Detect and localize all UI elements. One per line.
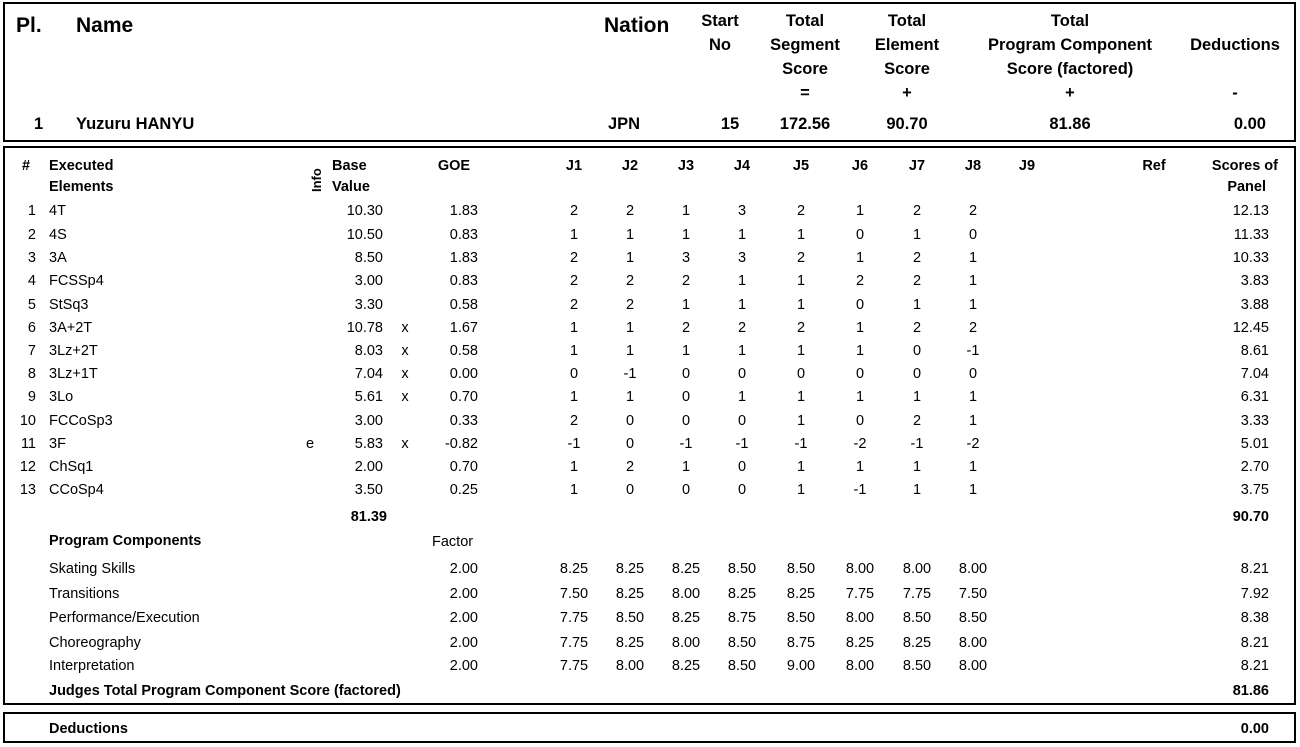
element-base-value: 10.78 (346, 320, 383, 336)
program-components-title: Program Components (49, 533, 202, 549)
component-judge-score-j7: 8.50 (902, 658, 932, 674)
judge-score-j4: 1 (737, 227, 747, 243)
judge-score-j4: 0 (737, 366, 747, 382)
skater-name: Yuzuru HANYU (76, 115, 195, 133)
place-value: 1 (34, 115, 44, 133)
element-panel-score: 3.83 (1240, 273, 1269, 289)
judge-score-j1: 1 (569, 320, 579, 336)
deductions-header: Deductions (1190, 36, 1280, 54)
component-judge-score-j7: 7.75 (902, 586, 932, 602)
element-number: 3 (27, 250, 36, 266)
judge-score-j1: 2 (569, 203, 579, 219)
component-judge-score-j5: 9.00 (786, 658, 816, 674)
judge-score-j8: 1 (968, 250, 978, 266)
judge-header-j7: J7 (908, 158, 926, 174)
element-name: 4S (49, 227, 67, 243)
judge-score-j2: 1 (625, 389, 635, 405)
judge-score-j2: 2 (625, 297, 635, 313)
judge-score-j3: 1 (681, 203, 691, 219)
component-factor: 2.00 (449, 561, 478, 577)
element-name: StSq3 (49, 297, 89, 313)
judge-score-j6: 1 (855, 320, 865, 336)
total-pcs-header: Total (1050, 12, 1090, 30)
element-name: 3A+2T (49, 320, 93, 336)
judge-score-j4: 0 (737, 413, 747, 429)
pcs-total-value: 81.86 (1232, 683, 1269, 699)
judge-score-j4: 3 (737, 250, 747, 266)
element-number: 6 (27, 320, 36, 336)
total-base-value: 81.39 (350, 509, 387, 525)
element-number: 4 (27, 273, 36, 289)
element-panel-score: 6.31 (1240, 389, 1269, 405)
component-score: 8.21 (1240, 658, 1269, 674)
element-name: CCoSp4 (49, 482, 104, 498)
element-number: 12 (19, 459, 36, 475)
judge-score-j5: 0 (796, 366, 806, 382)
total-segment-value: 172.56 (779, 115, 831, 133)
element-goe: 0.70 (449, 459, 478, 475)
component-judge-score-j4: 8.25 (727, 586, 757, 602)
component-name: Skating Skills (49, 561, 136, 577)
judge-score-j3: 3 (681, 250, 691, 266)
judge-score-j4: 1 (737, 297, 747, 313)
element-goe: 0.83 (449, 227, 478, 243)
component-judge-score-j3: 8.25 (671, 658, 701, 674)
judge-score-j6: 0 (855, 413, 865, 429)
judge-score-j6: 0 (855, 297, 865, 313)
judge-score-j1: 1 (569, 227, 579, 243)
component-judge-score-j6: 7.75 (845, 586, 875, 602)
judge-score-j3: -1 (679, 436, 693, 452)
component-judge-score-j5: 8.25 (786, 586, 816, 602)
judge-score-j4: -1 (735, 436, 749, 452)
judge-score-j8: 1 (968, 389, 978, 405)
element-panel-score: 7.04 (1240, 366, 1269, 382)
judge-header-j5: J5 (792, 158, 810, 174)
component-factor: 2.00 (449, 635, 478, 651)
judge-score-j3: 2 (681, 320, 691, 336)
judge-score-j5: 1 (796, 297, 806, 313)
judge-score-j3: 1 (681, 343, 691, 359)
component-judge-score-j1: 7.50 (559, 586, 589, 602)
judge-header-j9: J9 (1018, 158, 1036, 174)
component-judge-score-j5: 8.50 (786, 561, 816, 577)
element-number: 5 (27, 297, 36, 313)
judge-score-j8: -1 (966, 343, 980, 359)
component-judge-score-j7: 8.00 (902, 561, 932, 577)
judge-score-j6: 1 (855, 343, 865, 359)
judge-score-j5: 1 (796, 459, 806, 475)
judge-score-j4: 0 (737, 482, 747, 498)
judge-score-j8: 0 (968, 366, 978, 382)
element-goe: 0.83 (449, 273, 478, 289)
total-panel-score: 90.70 (1232, 509, 1269, 525)
judge-score-j6: 2 (855, 273, 865, 289)
judge-score-j7: 1 (912, 389, 922, 405)
element-bonus-marker: x (401, 320, 409, 336)
element-name: 3F (49, 436, 66, 452)
goe-header: GOE (437, 158, 471, 174)
judge-score-j2: 2 (625, 459, 635, 475)
component-judge-score-j1: 7.75 (559, 610, 589, 626)
total-element-header: Total (887, 12, 927, 30)
component-judge-score-j3: 8.25 (671, 610, 701, 626)
element-goe: 0.70 (449, 389, 478, 405)
judge-score-j4: 2 (737, 320, 747, 336)
element-name: FCCoSp3 (49, 413, 113, 429)
judge-score-j7: 1 (912, 297, 922, 313)
component-judge-score-j7: 8.25 (902, 635, 932, 651)
judge-score-j8: 1 (968, 273, 978, 289)
element-panel-score: 5.01 (1240, 436, 1269, 452)
judge-header-j6: J6 (851, 158, 869, 174)
component-name: Interpretation (49, 658, 135, 674)
judge-score-j2: 1 (625, 250, 635, 266)
element-panel-score: 12.45 (1232, 320, 1269, 336)
judge-score-j3: 1 (681, 459, 691, 475)
element-base-value: 3.50 (354, 482, 383, 498)
element-base-value: 3.00 (354, 273, 383, 289)
judge-score-j4: 1 (737, 389, 747, 405)
judge-score-j2: 1 (625, 343, 635, 359)
component-judge-score-j1: 8.25 (559, 561, 589, 577)
element-base-value: 3.00 (354, 413, 383, 429)
component-judge-score-j3: 8.25 (671, 561, 701, 577)
judge-score-j3: 0 (681, 413, 691, 429)
component-judge-score-j4: 8.50 (727, 635, 757, 651)
judge-score-j6: 0 (855, 227, 865, 243)
element-goe: 0.58 (449, 297, 478, 313)
deductions-label: Deductions (49, 721, 128, 737)
judge-score-j2: 0 (625, 413, 635, 429)
judge-score-j7: 2 (912, 413, 922, 429)
judge-score-j1: 2 (569, 413, 579, 429)
judge-score-j7: 0 (912, 343, 922, 359)
deductions-value: 0.00 (1233, 115, 1266, 133)
pcs-total-label: Judges Total Program Component Score (factored) (49, 683, 401, 699)
judge-score-j1: 2 (569, 273, 579, 289)
judge-score-j6: 1 (855, 389, 865, 405)
component-judge-score-j1: 7.75 (559, 635, 589, 651)
executed-elements-header: Executed (49, 158, 114, 174)
component-judge-score-j7: 8.50 (902, 610, 932, 626)
element-goe: 0.00 (449, 366, 478, 382)
component-judge-score-j5: 8.75 (786, 635, 816, 651)
ref-header: Ref (1142, 158, 1166, 174)
judge-score-j6: 1 (855, 459, 865, 475)
judge-score-j6: 1 (855, 250, 865, 266)
judge-score-j5: 2 (796, 203, 806, 219)
judge-score-j5: 1 (796, 413, 806, 429)
judge-score-j5: 2 (796, 250, 806, 266)
component-judge-score-j4: 8.50 (727, 561, 757, 577)
place-header: Pl. (16, 14, 42, 37)
element-number: 7 (27, 343, 36, 359)
element-panel-score: 3.75 (1240, 482, 1269, 498)
judge-score-j1: 2 (569, 250, 579, 266)
component-factor: 2.00 (449, 586, 478, 602)
judge-score-j8: 2 (968, 203, 978, 219)
judge-score-j1: 1 (569, 482, 579, 498)
component-factor: 2.00 (449, 658, 478, 674)
judge-score-j6: -2 (853, 436, 867, 452)
judge-score-j5: 1 (796, 343, 806, 359)
component-judge-score-j4: 8.75 (727, 610, 757, 626)
component-judge-score-j2: 8.25 (615, 635, 645, 651)
factor-header: Factor (432, 534, 474, 550)
judge-score-j2: -1 (623, 366, 637, 382)
judge-score-j2: 0 (625, 482, 635, 498)
element-panel-score: 3.33 (1240, 413, 1269, 429)
info-header: Info (309, 168, 324, 192)
element-panel-score: 12.13 (1232, 203, 1269, 219)
element-goe: 0.33 (449, 413, 478, 429)
judge-score-j7: 1 (912, 482, 922, 498)
judge-score-j2: 2 (625, 203, 635, 219)
judge-score-j1: 1 (569, 389, 579, 405)
judge-score-j3: 0 (681, 366, 691, 382)
judge-score-j3: 0 (681, 389, 691, 405)
judge-header-j1: J1 (565, 158, 583, 174)
total-element-value: 90.70 (886, 115, 928, 133)
judge-score-j4: 1 (737, 273, 747, 289)
judge-score-j2: 0 (625, 436, 635, 452)
judge-header-j2: J2 (621, 158, 639, 174)
judge-score-j8: 1 (968, 459, 978, 475)
element-base-value: 2.00 (354, 459, 383, 475)
component-judge-score-j2: 8.50 (615, 610, 645, 626)
nation-header: Nation (604, 14, 670, 37)
judge-score-j4: 3 (737, 203, 747, 219)
element-number: 9 (27, 389, 36, 405)
judge-score-j1: 2 (569, 297, 579, 313)
element-base-value: 10.50 (346, 227, 383, 243)
component-judge-score-j8: 8.00 (958, 658, 988, 674)
element-name: 4T (49, 203, 66, 219)
judge-score-j1: -1 (567, 436, 581, 452)
element-number: 8 (27, 366, 36, 382)
judge-score-j5: 1 (796, 389, 806, 405)
component-judge-score-j4: 8.50 (727, 658, 757, 674)
element-goe: 0.25 (449, 482, 478, 498)
element-panel-score: 3.88 (1240, 297, 1269, 313)
component-judge-score-j8: 7.50 (958, 586, 988, 602)
element-base-value: 10.30 (346, 203, 383, 219)
judge-score-j3: 0 (681, 482, 691, 498)
element-info: e (305, 436, 315, 452)
component-judge-score-j6: 8.00 (845, 561, 875, 577)
judge-score-j6: 1 (855, 203, 865, 219)
element-goe: 1.83 (449, 203, 478, 219)
judge-score-j8: 1 (968, 413, 978, 429)
judge-score-j1: 0 (569, 366, 579, 382)
judge-header-j3: J3 (677, 158, 695, 174)
component-judge-score-j2: 8.25 (615, 561, 645, 577)
judge-score-j3: 2 (681, 273, 691, 289)
element-bonus-marker: x (401, 343, 409, 359)
judge-score-j3: 1 (681, 297, 691, 313)
judge-header-j4: J4 (733, 158, 751, 174)
judge-score-j4: 0 (737, 459, 747, 475)
judge-score-j7: 2 (912, 203, 922, 219)
element-number: 13 (19, 482, 36, 498)
component-judge-score-j6: 8.00 (845, 658, 875, 674)
name-header: Name (76, 14, 134, 37)
element-name: 3Lz+1T (49, 366, 98, 382)
deductions-total: 0.00 (1240, 721, 1269, 737)
judge-score-j8: 0 (968, 227, 978, 243)
element-goe: -0.82 (444, 436, 478, 452)
judge-score-j5: 2 (796, 320, 806, 336)
judge-score-j1: 1 (569, 343, 579, 359)
judge-score-j7: 2 (912, 320, 922, 336)
element-goe: 1.83 (449, 250, 478, 266)
element-name: 3Lo (49, 389, 74, 405)
judge-score-j5: -1 (794, 436, 808, 452)
judge-score-j8: 1 (968, 482, 978, 498)
base-value-header: Base (332, 158, 367, 174)
component-judge-score-j3: 8.00 (671, 635, 701, 651)
component-name: Transitions (49, 586, 120, 602)
component-name: Choreography (49, 635, 141, 651)
component-judge-score-j6: 8.00 (845, 610, 875, 626)
element-name: 3Lz+2T (49, 343, 98, 359)
judge-score-j6: 0 (855, 366, 865, 382)
element-number: 2 (27, 227, 36, 243)
judge-score-j2: 1 (625, 320, 635, 336)
element-goe: 1.67 (449, 320, 478, 336)
element-name: ChSq1 (49, 459, 94, 475)
start-no-header: Start (701, 12, 739, 30)
judge-score-j8: -2 (966, 436, 980, 452)
element-base-value: 8.50 (354, 250, 383, 266)
judge-score-j7: 1 (912, 227, 922, 243)
deductions-box (3, 712, 1296, 743)
element-panel-score: 10.33 (1232, 250, 1269, 266)
judge-header-j8: J8 (964, 158, 982, 174)
element-base-value: 5.83 (354, 436, 383, 452)
scores-of-panel-header: Scores of (1211, 158, 1278, 174)
element-bonus-marker: x (401, 389, 409, 405)
element-number: 10 (19, 413, 36, 429)
component-judge-score-j2: 8.25 (615, 586, 645, 602)
component-score: 8.21 (1240, 561, 1269, 577)
judge-score-j5: 1 (796, 482, 806, 498)
num-header: # (22, 158, 31, 174)
nation-value: JPN (608, 115, 641, 133)
judge-score-j1: 1 (569, 459, 579, 475)
component-judge-score-j1: 7.75 (559, 658, 589, 674)
judge-score-j7: 2 (912, 250, 922, 266)
judge-score-j3: 1 (681, 227, 691, 243)
judge-score-j8: 1 (968, 297, 978, 313)
component-judge-score-j6: 8.25 (845, 635, 875, 651)
judge-score-j8: 2 (968, 320, 978, 336)
element-panel-score: 8.61 (1240, 343, 1269, 359)
element-bonus-marker: x (401, 366, 409, 382)
component-judge-score-j5: 8.50 (786, 610, 816, 626)
element-base-value: 3.30 (354, 297, 383, 313)
component-score: 7.92 (1240, 586, 1269, 602)
start-no-value: 15 (720, 115, 740, 133)
element-base-value: 5.61 (354, 389, 383, 405)
component-judge-score-j8: 8.00 (958, 561, 988, 577)
component-name: Performance/Execution (49, 610, 200, 626)
component-judge-score-j2: 8.00 (615, 658, 645, 674)
judge-score-j7: 1 (912, 459, 922, 475)
element-goe: 0.58 (449, 343, 478, 359)
total-pcs-value: 81.86 (1049, 115, 1091, 133)
component-factor: 2.00 (449, 610, 478, 626)
element-base-value: 8.03 (354, 343, 383, 359)
element-panel-score: 11.33 (1233, 227, 1269, 243)
judge-score-j7: 2 (912, 273, 922, 289)
component-score: 8.21 (1240, 635, 1269, 651)
component-judge-score-j3: 8.00 (671, 586, 701, 602)
element-number: 11 (20, 436, 36, 452)
element-panel-score: 2.70 (1240, 459, 1269, 475)
judge-score-j4: 1 (737, 343, 747, 359)
judge-score-j7: 0 (912, 366, 922, 382)
component-score: 8.38 (1240, 610, 1269, 626)
judge-score-j6: -1 (853, 482, 867, 498)
judge-score-j2: 2 (625, 273, 635, 289)
judge-score-j5: 1 (796, 273, 806, 289)
component-judge-score-j8: 8.00 (958, 635, 988, 651)
element-base-value: 7.04 (354, 366, 383, 382)
judge-score-j5: 1 (796, 227, 806, 243)
component-judge-score-j8: 8.50 (958, 610, 988, 626)
judge-score-j2: 1 (625, 227, 635, 243)
element-name: FCSSp4 (49, 273, 104, 289)
total-segment-header: Total (785, 12, 825, 30)
element-name: 3A (49, 250, 67, 266)
judge-score-j7: -1 (910, 436, 924, 452)
element-bonus-marker: x (401, 436, 409, 452)
element-number: 1 (27, 203, 36, 219)
